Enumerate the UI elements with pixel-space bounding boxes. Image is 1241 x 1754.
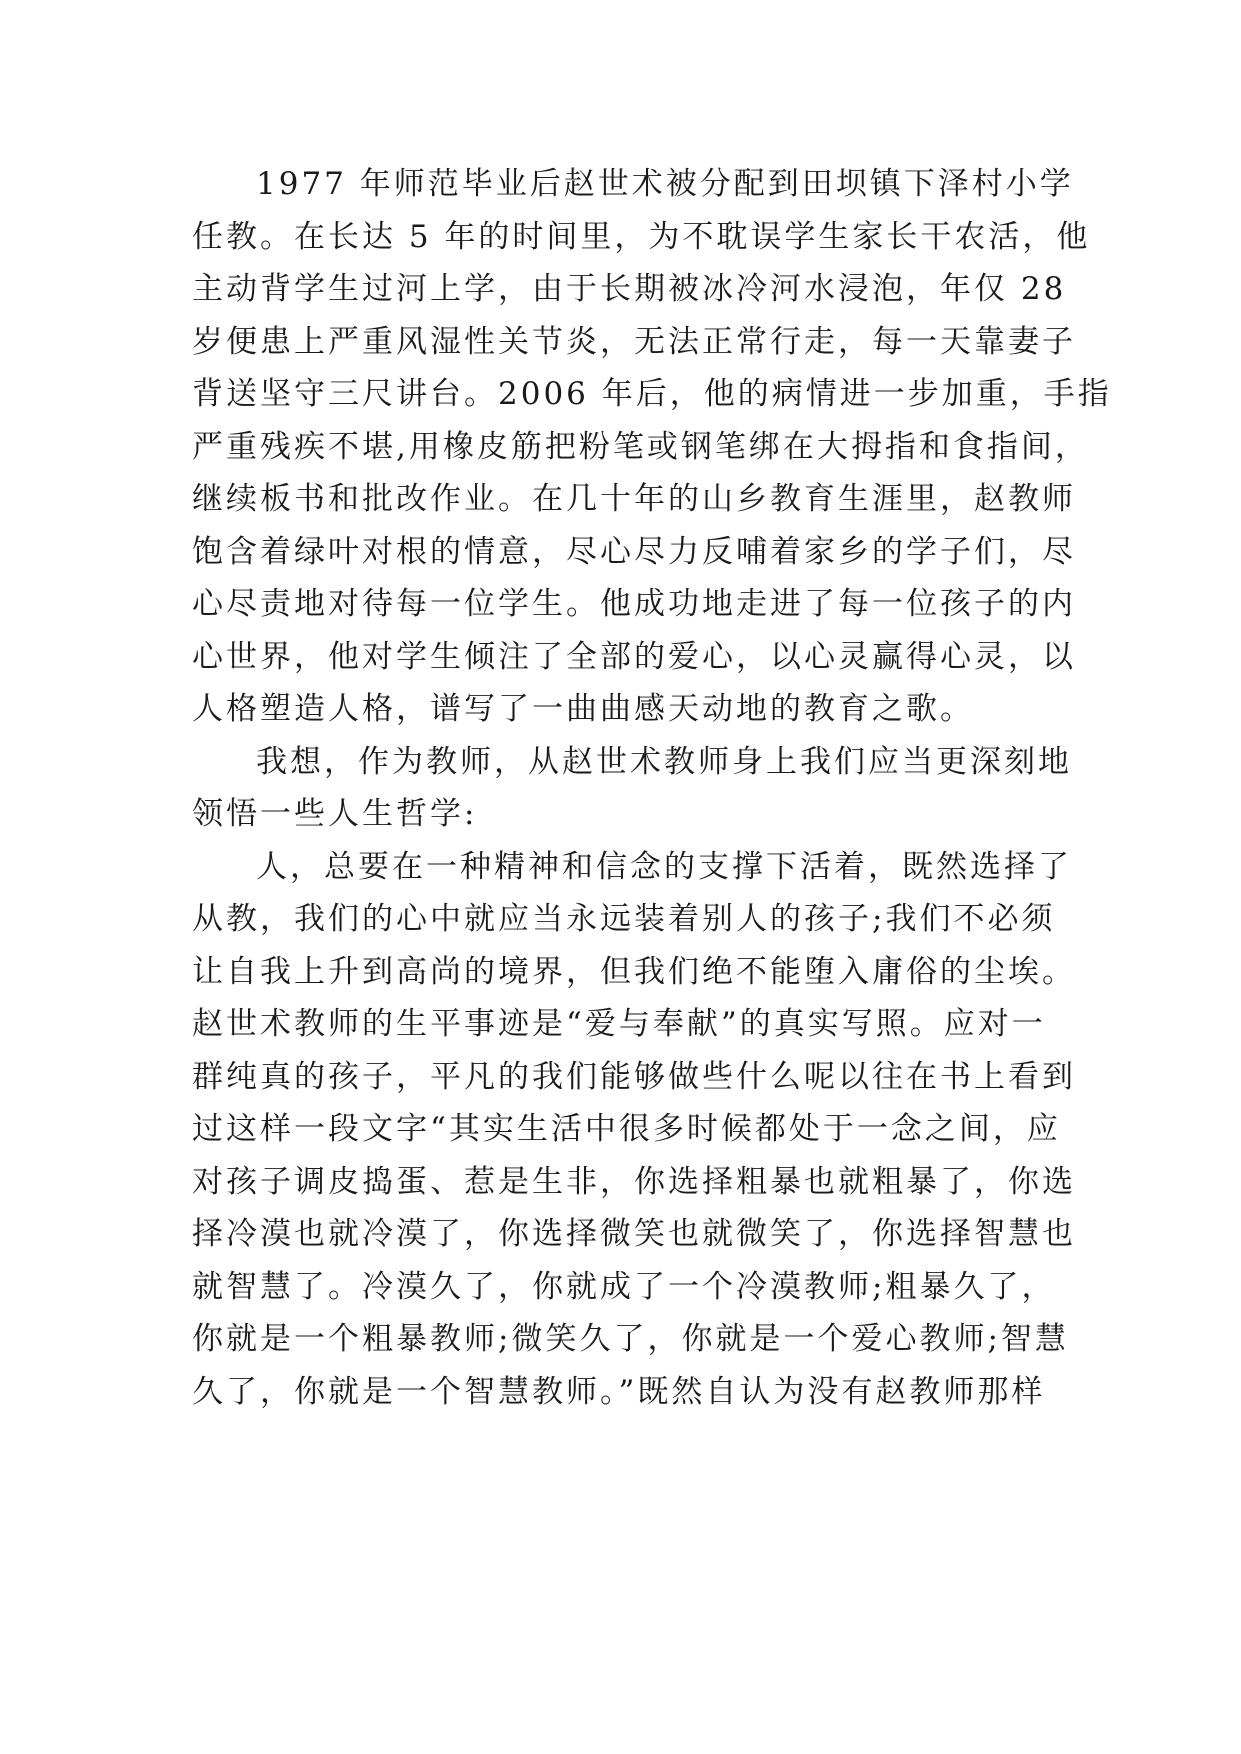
text-line: 择冷漠也就冷漠了，你选择微笑也就微笑了，你选择智慧也 [192, 1216, 1076, 1252]
text-line: 饱含着绿叶对根的情意，尽心尽力反哺着家乡的学子们，尽 [192, 533, 1076, 570]
text-line: 心尽责地对待每一位学生。他成功地走进了每一位孩子的内 [192, 586, 1076, 622]
text-line: 你就是一个粗暴教师;微笑久了，你就是一个爱心教师;智慧 [192, 1321, 1069, 1357]
text-line: 背送坚守三尺讲台。2006 年后，他的病情进一步加重，手指 [192, 376, 1112, 412]
text-line: 领悟一些人生哲学: [192, 796, 478, 832]
text-line: 就智慧了。冷漠久了，你就成了一个冷漠教师;粗暴久了， [192, 1268, 1056, 1305]
text-line: 久了，你就是一个智慧教师。”既然自认为没有赵教师那样 [192, 1373, 1046, 1410]
body-text [192, 158, 1112, 1418]
text-line: 从教，我们的心中就应当永远装着别人的孩子;我们不必须 [192, 901, 1056, 937]
text-line: 继续板书和批改作业。在几十年的山乡教育生涯里，赵教师 [192, 481, 1076, 517]
text-line: 严重残疾不堪,用橡皮筋把粉笔或钢笔绑在大拇指和食指间， [192, 428, 1089, 465]
text-line: 任教。在长达 5 年的时间里，为不耽误学生家长干农活，他 [192, 218, 1091, 255]
text-line: 对孩子调皮捣蛋、惹是生非，你选择粗暴也就粗暴了，你选 [192, 1163, 1076, 1200]
text-line: 赵世术教师的生平事迹是“爱与奉献”的真实写照。应对一 [192, 1006, 1046, 1042]
text-line: 群纯真的孩子，平凡的我们能够做些什么呢以往在书上看到 [192, 1058, 1076, 1095]
text-line: 我想，作为教师，从赵世术教师身上我们应当更深刻地 [256, 743, 1072, 780]
text-line: 人，总要在一种精神和信念的支撑下活着，既然选择了 [256, 848, 1072, 885]
text-line: 让自我上升到高尚的境界，但我们绝不能堕入庸俗的尘埃。 [192, 953, 1076, 990]
text-line: 心世界，他对学生倾注了全部的爱心，以心灵赢得心灵，以 [192, 638, 1076, 675]
text-line: 1977 年师范毕业后赵世术被分配到田坝镇下泽村小学 [256, 166, 1074, 202]
text-line: 过这样一段文字“其实生活中很多时候都处于一念之间，应 [192, 1111, 1061, 1147]
text-line: 主动背学生过河上学，由于长期被冰冷河水浸泡，年仅 28 [192, 271, 1067, 307]
text-line: 人格塑造人格，谱写了一曲曲感天动地的教育之歌。 [192, 691, 974, 727]
text-line: 岁便患上严重风湿性关节炎，无法正常行走，每一天靠妻子 [192, 323, 1076, 360]
